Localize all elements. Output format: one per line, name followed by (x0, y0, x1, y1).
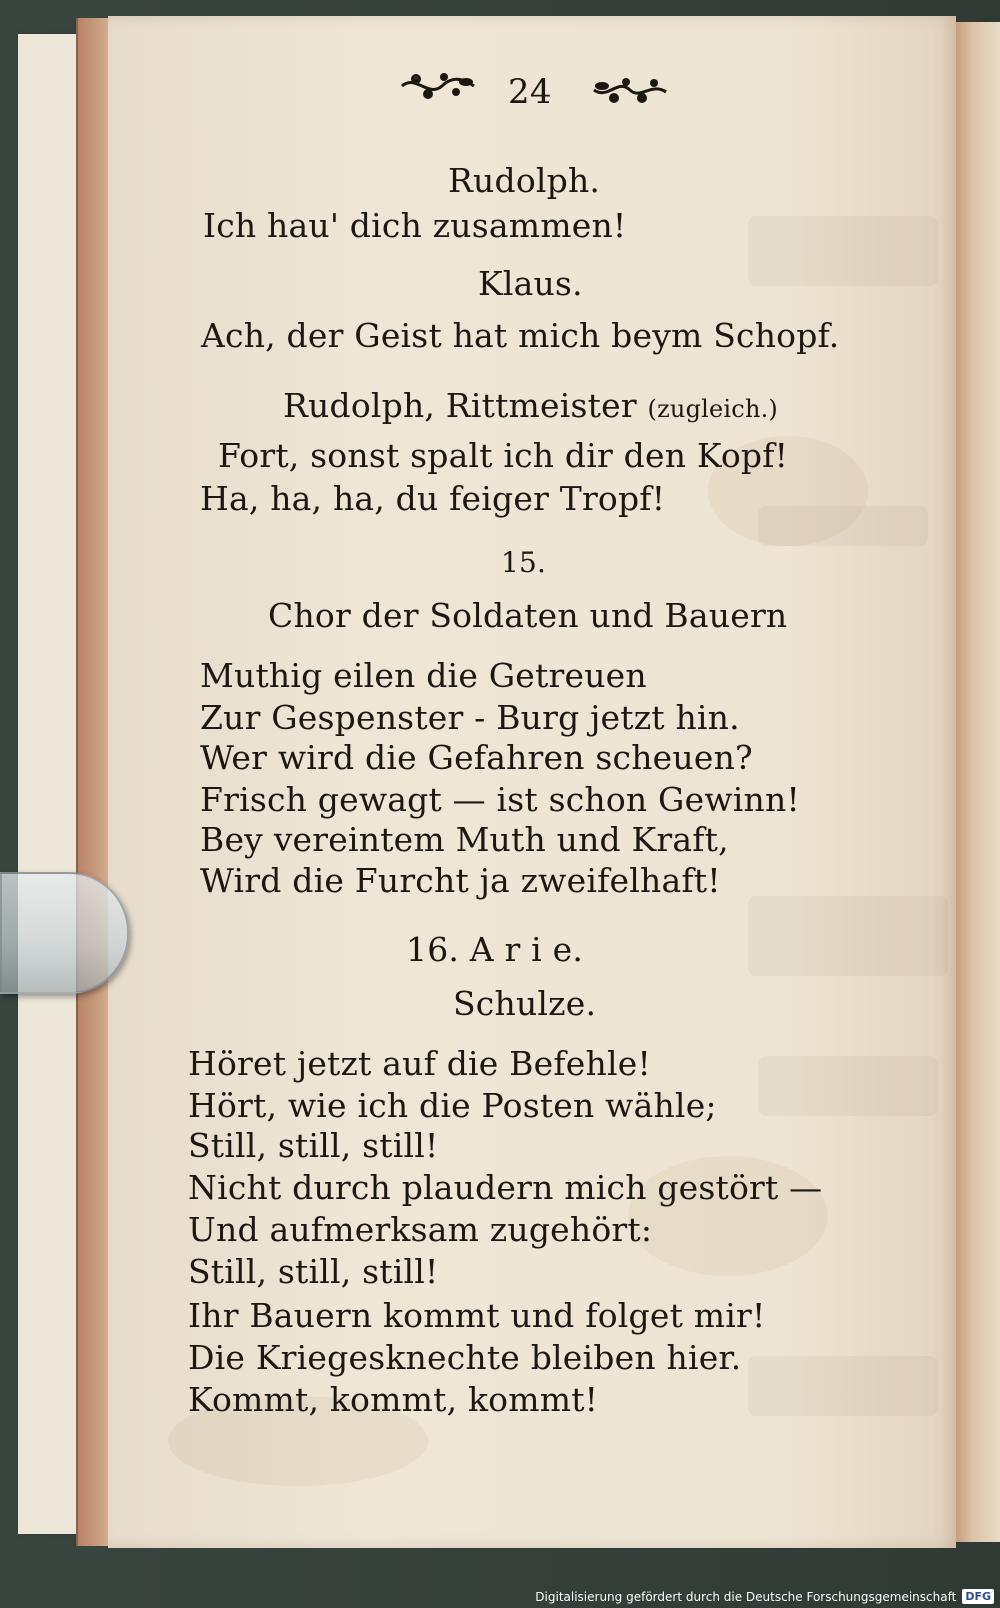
bleed-through (748, 896, 948, 976)
verse-line: Still, still, still! (188, 1252, 439, 1291)
verse-line: Fort, sonst spalt ich dir den Kopf! (218, 436, 789, 475)
section-title: 16. A r i e. (406, 930, 584, 969)
verse-line: Höret jetzt auf die Befehle! (188, 1044, 651, 1083)
bleed-through (758, 506, 928, 546)
speaker-names: Rudolph, Rittmeister (283, 386, 637, 425)
section-title: Chor der Soldaten und Bauern (268, 596, 788, 635)
page-binding-edge (76, 18, 112, 1546)
speaker-name (283, 386, 778, 425)
digitization-credit (535, 1589, 994, 1604)
verse-line: Ihr Bauern kommt und folget mir! (188, 1296, 766, 1335)
verse-line: Frisch gewagt — ist schon Gewinn! (200, 780, 800, 819)
verse-line: Muthig eilen die Getreuen (200, 656, 647, 695)
verse-line: Nicht durch plaudern mich gestört — (188, 1168, 823, 1207)
speaker-name: Schulze. (453, 984, 597, 1023)
verse-line: Bey vereintem Muth und Kraft, (200, 820, 729, 859)
page-number: 24 (508, 72, 552, 112)
verse-line: Still, still, still! (188, 1126, 439, 1165)
verse-line: Hört, wie ich die Posten wähle; (188, 1086, 717, 1125)
verse-line: Ach, der Geist hat mich beym Schopf. (201, 316, 840, 355)
facing-page-edge (955, 22, 1000, 1542)
credit-text: Digitalisierung gefördert durch die Deutsche Forschungsgemeinschaft (535, 1589, 957, 1604)
bleed-through (758, 1056, 938, 1116)
verse-line: Und aufmerksam zugehört: (188, 1210, 653, 1249)
ornament-right-icon (590, 68, 670, 112)
page-clip (0, 872, 129, 994)
bleed-through (748, 1356, 938, 1416)
verse-line: Kommt, kommt, kommt! (188, 1380, 599, 1419)
speaker-name: Rudolph. (448, 161, 601, 200)
dfg-logo-icon: DFG (962, 1589, 994, 1604)
verse-line: Ich hau' dich zusammen! (203, 206, 627, 245)
ornament-left-icon (398, 64, 478, 108)
book-page (108, 16, 956, 1548)
verse-line: Wer wird die Gefahren scheuen? (200, 738, 753, 777)
verse-line: Die Kriegesknechte bleiben hier. (188, 1338, 742, 1377)
stage-direction: (zugleich.) (647, 395, 778, 423)
bleed-through (748, 216, 938, 286)
verse-line: Wird die Furcht ja zweifelhaft! (200, 861, 721, 900)
verse-line: Zur Gespenster - Burg jetzt hin. (200, 698, 740, 737)
verse-line: Ha, ha, ha, du feiger Tropf! (200, 479, 666, 518)
speaker-name: Klaus. (478, 264, 583, 303)
section-number: 15. (501, 546, 547, 579)
